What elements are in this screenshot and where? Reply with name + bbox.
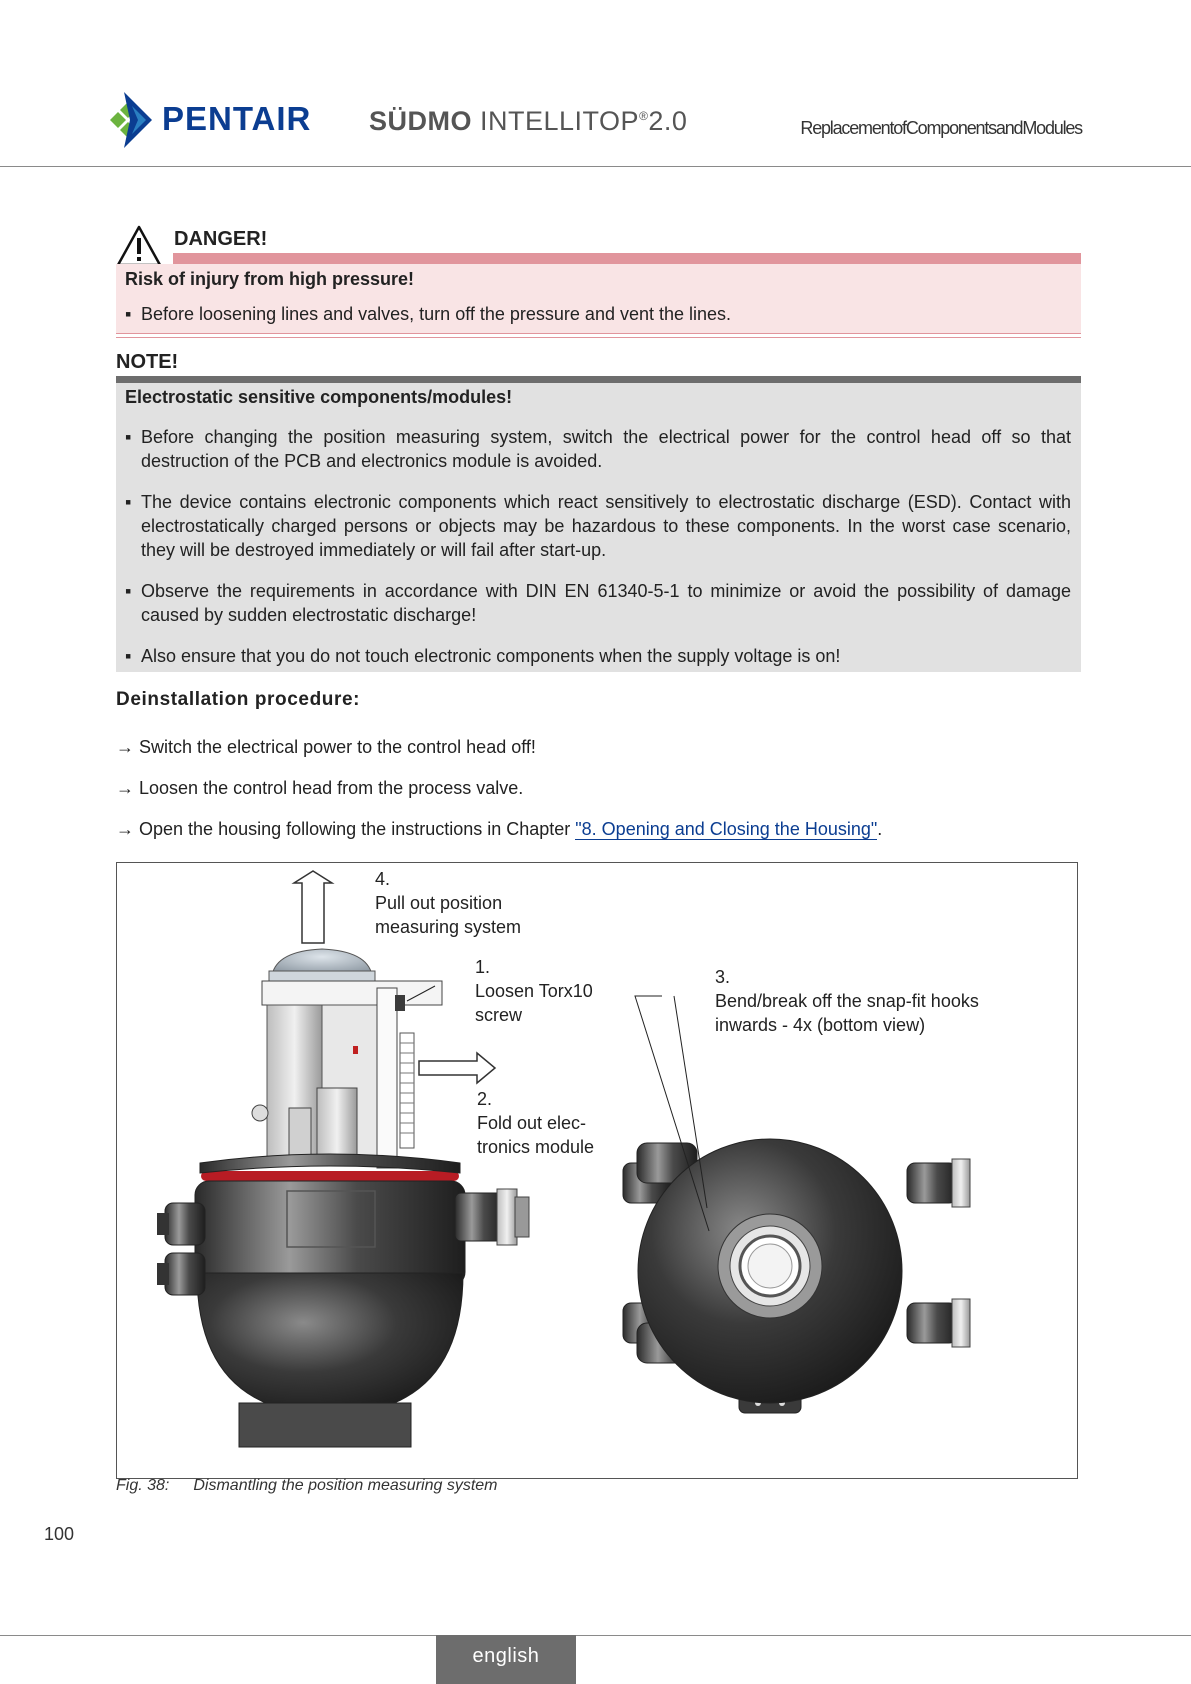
note-list-item: ▪ Also ensure that you do not touch electronic components when the supply voltage is on! — [125, 646, 841, 666]
fold-out-arrow-icon — [419, 1053, 495, 1083]
figure-illustration — [117, 863, 1077, 1478]
pull-up-arrow-icon — [294, 871, 332, 943]
figure-label-3: 3. Bend/break off the snap-fit hooks inwards - 4x (bottom view) — [715, 967, 979, 1035]
page-number: 100 — [44, 1524, 75, 1544]
caption-text: Dismantling the position measuring system — [193, 1477, 498, 1494]
product-version: 2.0 — [648, 106, 688, 136]
control-head-bottom-view — [623, 1139, 970, 1413]
language-tab: english — [436, 1635, 576, 1684]
bullet-icon: ▪ — [125, 581, 132, 601]
procedure-step: → Open the housing following the instructions in Chapter "8. Opening and Closing the Housing". — [116, 819, 883, 839]
figure-label-2: 2. Fold out elec- tronics module — [477, 1089, 595, 1157]
caption-number: Fig. 38: — [116, 1477, 170, 1494]
danger-box-bottom-rule — [116, 333, 1081, 338]
note-heading: Electrostatic sensitive components/modules! — [125, 387, 513, 407]
chapter-link[interactable]: "8. Opening and Closing the Housing" — [575, 819, 878, 839]
figure-caption — [116, 1477, 498, 1495]
arrow-right-icon: → — [116, 778, 134, 798]
figure-label-4: 4. Pull out position measuring system — [375, 869, 522, 937]
danger-heading: Risk of injury from high pressure! — [125, 269, 415, 289]
chapter-header: ReplacementofComponentsandModules — [800, 118, 1082, 138]
note-list-item: ▪ Before changing the position measuring system, switch the electrical power for the control head off so that destruction of the PCB and electronics module is avoided. — [125, 427, 1071, 471]
product-prefix: SÜDMO — [369, 106, 472, 136]
bullet-icon: ▪ — [125, 492, 132, 512]
danger-bar — [173, 253, 1081, 264]
danger-title: DANGER! — [174, 228, 268, 250]
product-title — [369, 106, 687, 137]
arrow-right-icon: → — [116, 737, 134, 757]
note-list-item: ▪ The device contains electronic components which react sensitively to electrostatic discharge (ESD). Contact with electrostatically charged persons or objects may be hazardous to these components. In the worst case scenario, they will be destroyed immediately or will fail after start-up. — [125, 492, 1071, 560]
control-head-side-view — [157, 949, 529, 1447]
bullet-icon: ▪ — [125, 646, 132, 666]
bullet-icon: ▪ — [125, 304, 132, 324]
procedure-step: → Switch the electrical power to the control head off! — [116, 737, 536, 757]
product-registered-mark: ® — [639, 109, 649, 123]
note-list-item: ▪ Observe the requirements in accordance with DIN EN 61340-5-1 to minimize or avoid the possibility of damage caused by sudden electrostatic discharge! — [125, 581, 1071, 625]
header-divider — [0, 166, 1191, 167]
note-title: NOTE! — [116, 351, 179, 373]
warning-triangle-icon — [116, 225, 162, 267]
brand-name: PENTAIR — [162, 100, 312, 137]
figure-label-1: 1. Loosen Torx10 screw — [475, 957, 593, 1025]
arrow-right-icon: → — [116, 819, 134, 839]
procedure-title: Deinstallation procedure: — [116, 689, 361, 710]
footer-divider — [0, 1635, 1191, 1636]
bullet-icon: ▪ — [125, 427, 132, 447]
note-bar — [116, 376, 1081, 383]
procedure-step: → Loosen the control head from the process valve. — [116, 778, 524, 798]
danger-list-item: ▪ Before loosening lines and valves, turn off the pressure and vent the lines. — [125, 304, 732, 324]
product-name: INTELLITOP — [472, 106, 640, 136]
